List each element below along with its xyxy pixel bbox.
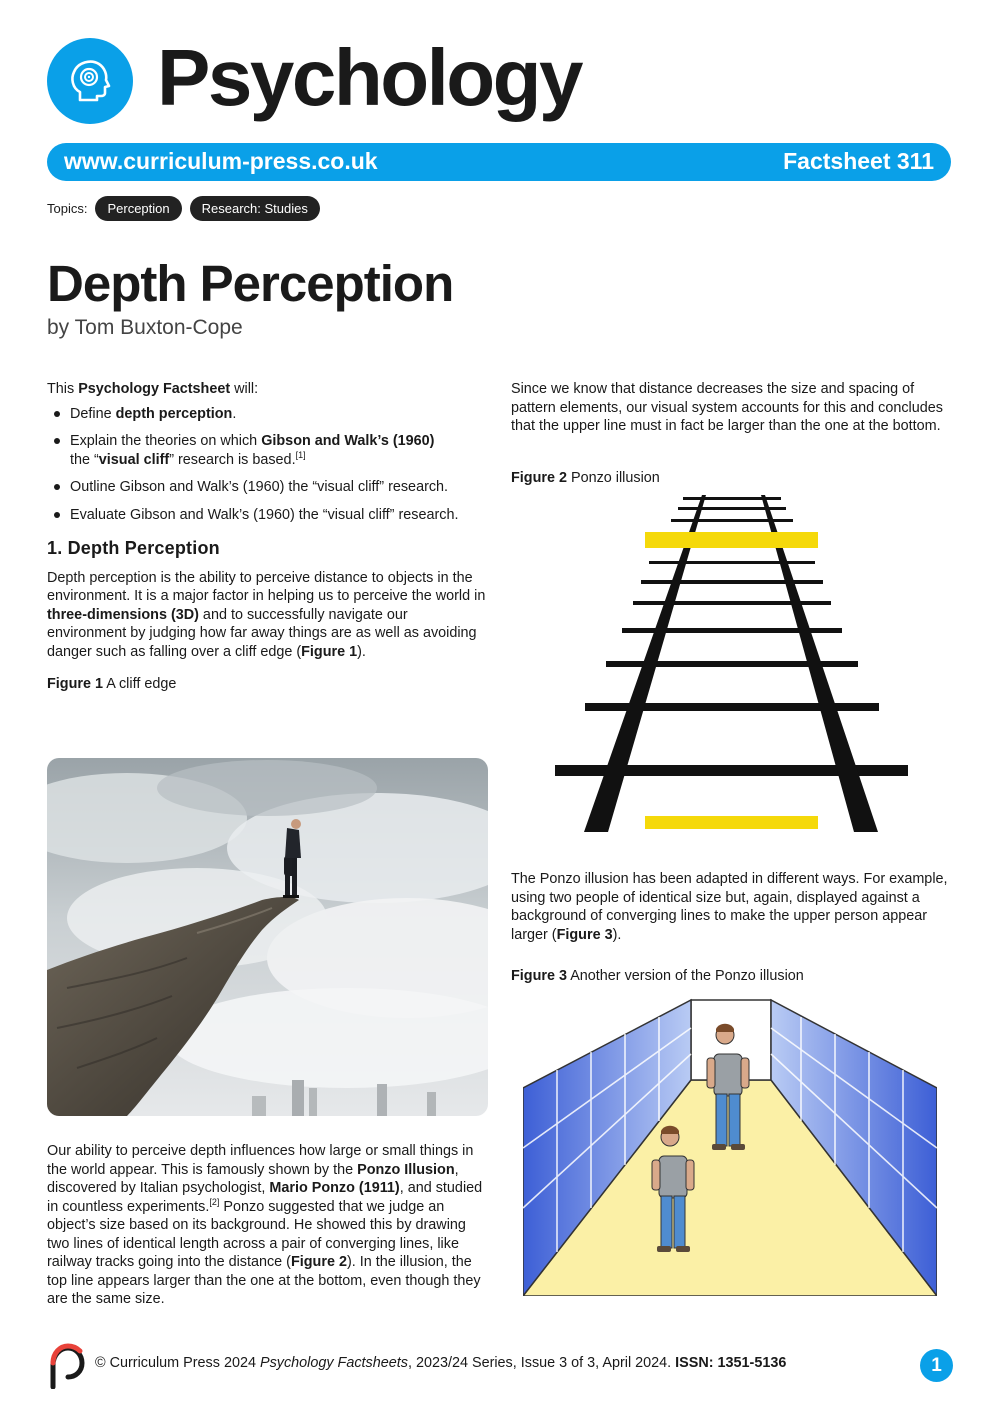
right-paragraph-1: Since we know that distance decreases the size and spacing of pattern elements, our visual system accounts for this and concludes that the upper line must in fact be larger than the one at the bottom. — [511, 381, 943, 434]
topics-row — [47, 195, 320, 221]
footer — [47, 1343, 953, 1389]
intro-text: This Psychology Factsheet will: — [47, 381, 259, 397]
brand-logo — [47, 38, 133, 124]
author-byline: by Tom Buxton-Cope — [47, 316, 243, 339]
page-number: 1 — [920, 1349, 953, 1382]
list-item: Define depth perception. — [47, 405, 487, 424]
ponzo-upper-line — [645, 532, 818, 548]
brand-title: Psychology — [157, 33, 582, 122]
section-paragraph: Depth perception is the ability to perceive distance to objects in the environment. It is a major factor in helping us to perceive the world in three-dimensions (3D) and to successfully navigate our environment by judging how far away things are as well as avoiding danger such as falling over a cliff edge (Figure 1). — [47, 569, 486, 660]
topic-pill-perception[interactable]: Perception — [95, 196, 181, 221]
cliff-edge-photo — [47, 758, 488, 1116]
figure3-caption: Figure 3 Another version of the Ponzo illusion — [511, 968, 804, 984]
corridor-illusion-figure — [523, 998, 937, 1296]
curriculum-press-logo-icon — [47, 1343, 85, 1389]
section-heading: 1. Depth Perception — [47, 538, 220, 558]
list-item: Outline Gibson and Walk’s (1960) the “visual cliff” research. — [47, 478, 487, 497]
factsheet-number: Factsheet 311 — [783, 148, 934, 174]
topic-pill-research[interactable]: Research: Studies — [190, 196, 320, 221]
right-column — [511, 380, 951, 436]
url-banner — [47, 143, 951, 181]
ponzo-illusion-figure — [555, 495, 908, 832]
head-target-icon — [47, 38, 133, 124]
ponzo-paragraph: Our ability to perceive depth influences how large or small things in the world appear. This is famously shown by the Ponzo Illusion, discovered by Italian psychologist, Mario Ponzo (1911), and studied in countless experiments.[2] Ponzo suggested that we judge an object’s size based on its background. He showed this by drawing two lines of identical length across a pair of converging lines, like railway tracks going into the distance (Figure 2). In the illusion, the top line appears larger than the one at the bottom, even though they are the same size. — [47, 1143, 483, 1307]
topics-label: Topics: — [47, 200, 88, 216]
figure1-caption: Figure 1 A cliff edge — [47, 676, 177, 692]
left-column — [47, 380, 487, 703]
ponzo-lower-line — [645, 816, 818, 829]
list-item: Explain the theories on which Gibson and Walk’s (1960) the “visual cliff” research is based.[1] — [47, 432, 487, 469]
objectives-list — [47, 405, 487, 525]
right-paragraph-2: The Ponzo illusion has been adapted in different ways. For example, using two people of identical size but, again, displayed against a background of converging lines to make the upper person appear larger (Figure 3). — [511, 871, 948, 943]
figure2-caption: Figure 2 Ponzo illusion — [511, 470, 660, 486]
page-title: Depth Perception — [47, 255, 454, 312]
list-item: Evaluate Gibson and Walk’s (1960) the “visual cliff” research. — [47, 506, 487, 525]
website-link[interactable]: www.curriculum-press.co.uk — [64, 148, 378, 174]
copyright-text: © Curriculum Press 2024 Psychology Factsheets, 2023/24 Series, Issue 3 of 3, April 2024. ISSN: 1351-5136 — [95, 1355, 787, 1371]
